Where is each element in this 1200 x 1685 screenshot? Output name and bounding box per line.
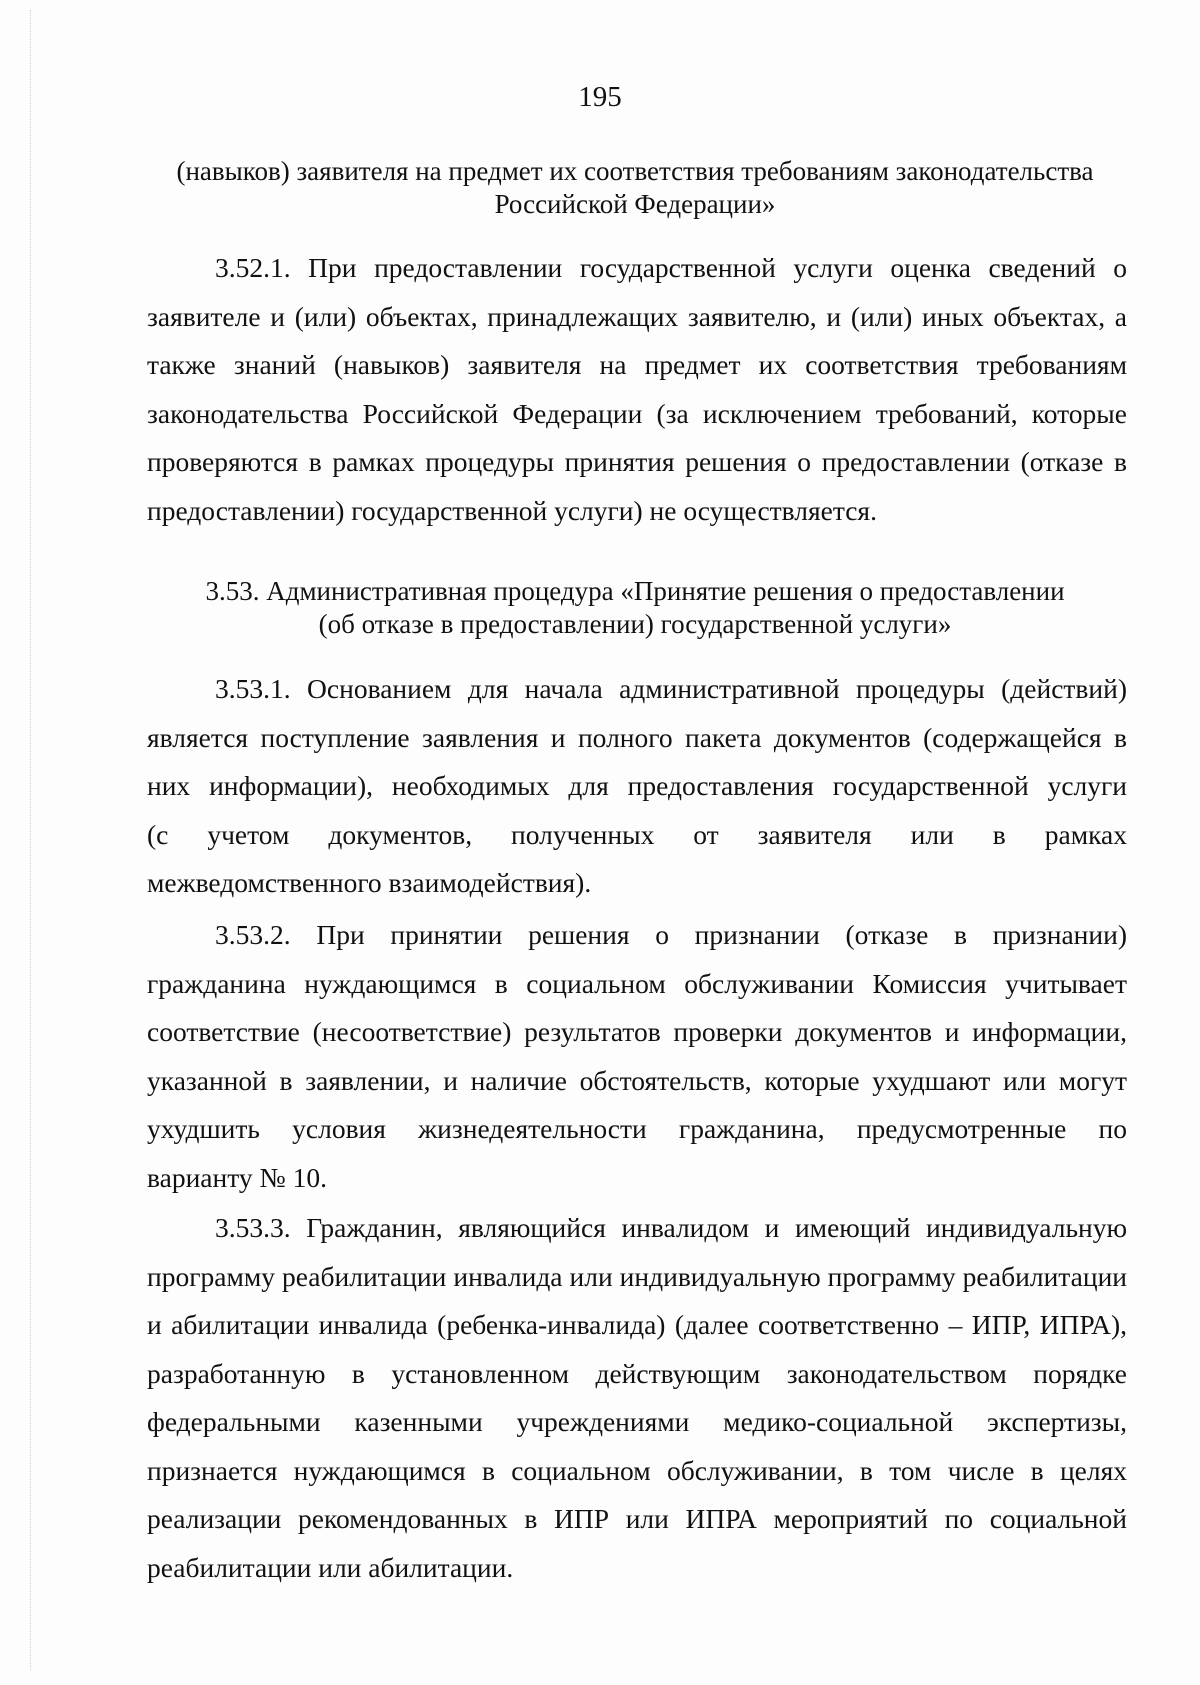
paragraph-line: 3.52.1. При предоставлении государственной услуги оценка сведений о [215,252,1127,283]
paragraph-line: 3.53.1. Основанием для начала административной процедуры (действий) [215,673,1127,704]
heading-line: (навыков) заявителя на предмет их соответствия требованиям законодательства [176,156,1094,186]
paragraph-line: также знаний (навыков) заявителя на предмет их соответствия требованиям [147,349,1127,380]
scan-edge-marks [30,10,33,1670]
paragraph-3-53-3 [147,1204,1127,1592]
paragraph-line: соответствие (несоответствие) результатов проверки документов и информации, [147,1016,1127,1047]
paragraph-line: (с учетом документов, полученных от заявителя или в рамках [147,818,1127,850]
paragraph-line: 3.53.3. Гражданин, являющийся инвалидом и имеющий индивидуальную [215,1212,1127,1243]
paragraph-3-53-1 [147,665,1127,908]
paragraph-line: федеральными казенными учреждениями медико-социальной экспертизы, [147,1406,1127,1437]
paragraph-line: межведомственного взаимодействия). [147,867,592,898]
paragraph-line: проверяются в рамках процедуры принятия решения о предоставлении (отказе в [147,446,1127,477]
paragraph-line: предоставлении) государственной услуги) не осуществляется. [147,494,877,526]
paragraph-line: заявителе и (или) объектах, принадлежащих заявителю, и (или) иных объектах, а [147,300,1127,332]
paragraph-3-52-1 [147,244,1127,535]
heading-line: 3.53. Административная процедура «Принятие решения о предоставлении [205,576,1065,606]
paragraph-line: и абилитации инвалида (ребенка-инвалида) (далее соответственно – ИПР, ИПРА), [147,1309,1127,1340]
paragraph-line: варианту № 10. [147,1161,327,1193]
paragraph-line: гражданина нуждающимся в социальном обслуживании Комиссия учитывает [147,967,1127,999]
heading-line: Российской Федерации» [494,189,776,219]
paragraph-line: 3.53.2. При принятии решения о признании (отказе в признании) [215,919,1127,950]
section-heading-3-53 [140,575,1130,641]
paragraph-line: законодательства Российской Федерации (за исключением требований, которые [147,397,1127,429]
heading-line: (об отказе в предоставлении) государственной услуги» [318,609,952,639]
paragraph-line: ухудшить условия жизнедеятельности гражданина, предусмотренные по [147,1113,1127,1144]
paragraph-line: них информации), необходимых для предоставления государственной услуги [147,770,1127,801]
page-number: 195 [578,81,622,113]
paragraph-line: признается нуждающимся в социальном обслуживании, в том числе в целях [147,1454,1127,1486]
paragraph-line: разработанную в установленном действующим законодательством порядке [147,1357,1127,1389]
section-heading-continuation [140,155,1130,221]
paragraph-line: программу реабилитации инвалида или индивидуальную программу реабилитации [147,1260,1127,1292]
paragraph-line: реализации рекомендованных в ИПР или ИПРА мероприятий по социальной [147,1503,1127,1534]
paragraph-line: указанной в заявлении, и наличие обстоятельств, которые ухудшают или могут [147,1064,1127,1096]
paragraph-3-53-2 [147,911,1127,1202]
paragraph-line: является поступление заявления и полного пакета документов (содержащейся в [147,721,1127,753]
paragraph-line: реабилитации или абилитации. [147,1551,514,1583]
